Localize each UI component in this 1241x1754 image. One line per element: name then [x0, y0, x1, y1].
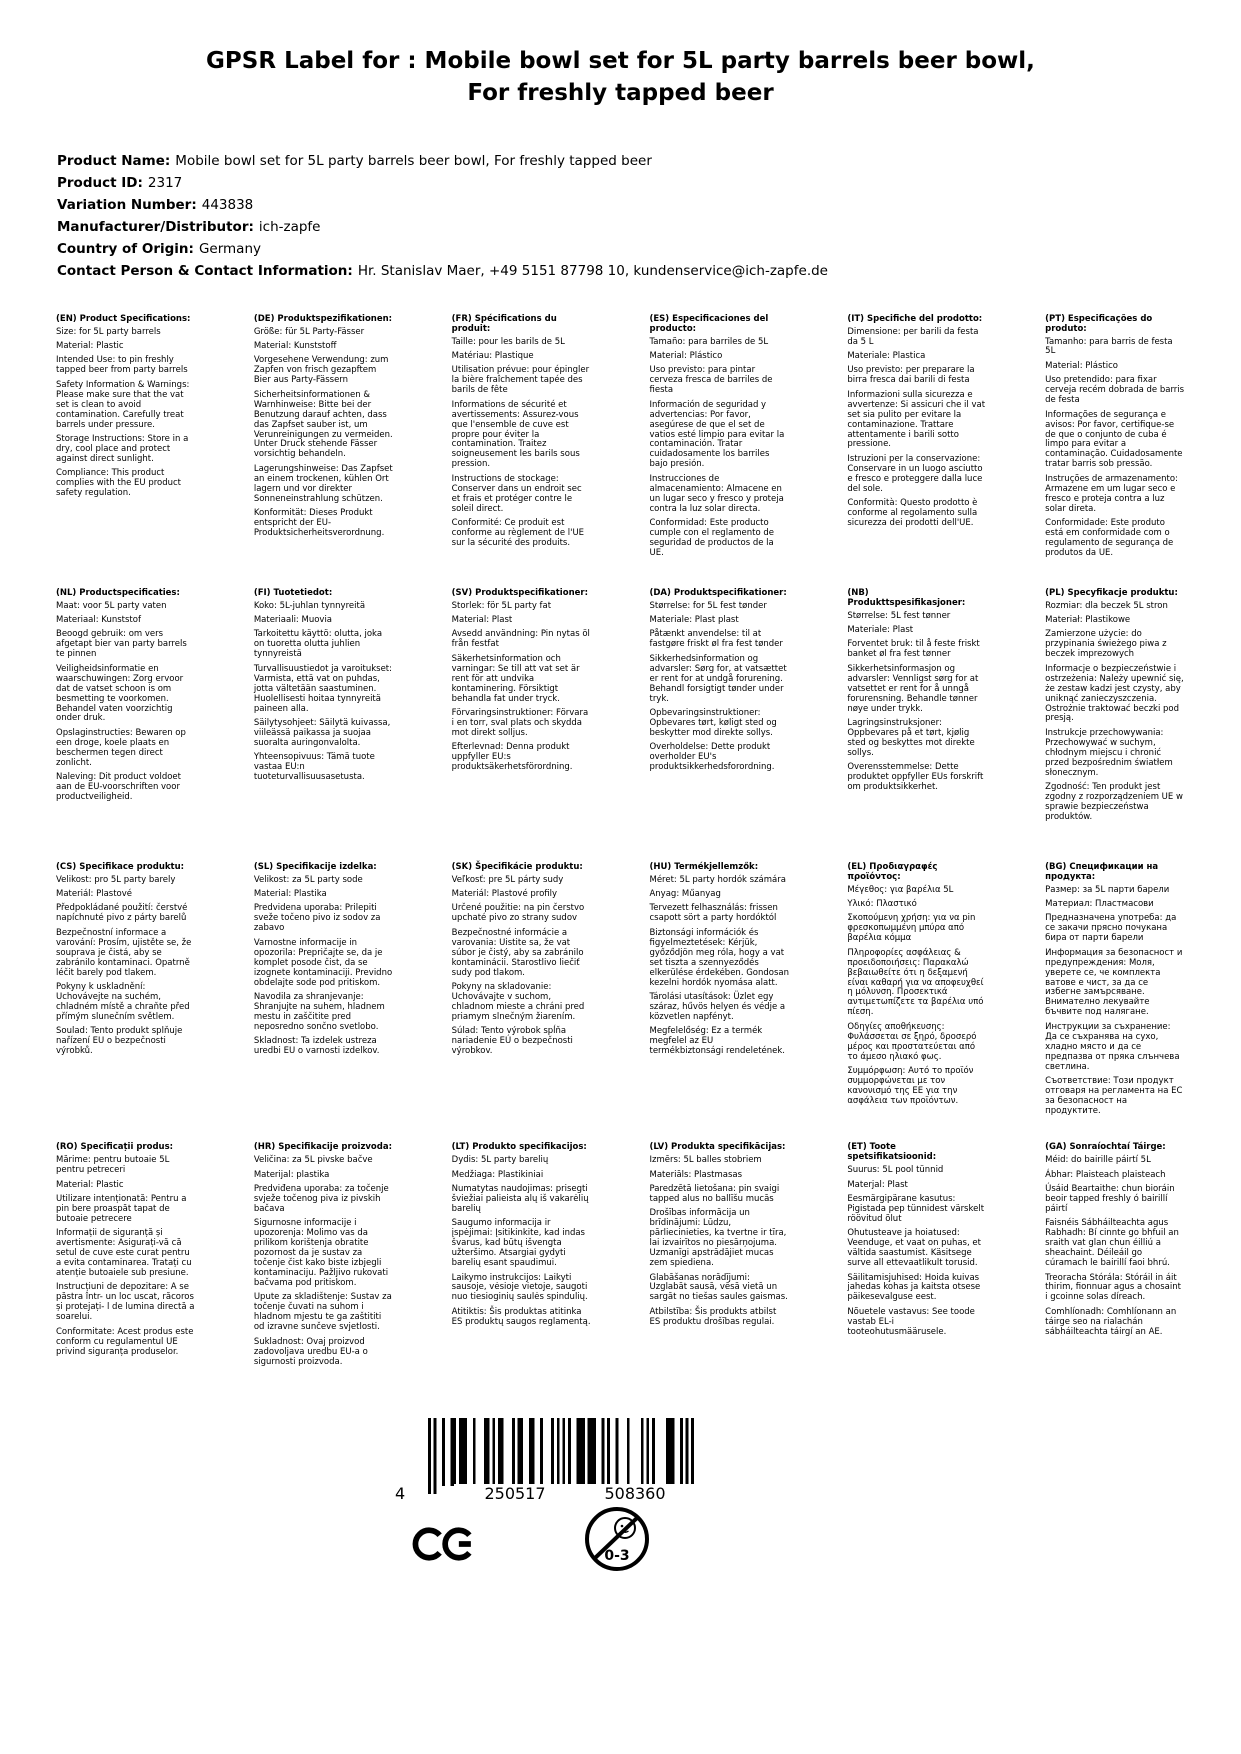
spec-paragraph: Navodila za shranjevanje: Shranjujte na suhem, hladnem mestu in zaščitite pred neposredno sončno svetlobo. — [253, 991, 385, 1032]
spec-paragraph: Materiaal: Kunststof — [56, 615, 141, 625]
spec-heading: (BG) Спецификации на продукта: — [1045, 861, 1159, 882]
spec-paragraph: Instrucțiuni de depozitare: A se păstra într- un loc uscat, răcoros și protejați- l de lumina directă a soarelui. — [56, 1282, 195, 1323]
info-line — [57, 261, 1157, 283]
barcode-digit-group: 508360 — [574, 1484, 696, 1503]
spec-heading: (PL) Specyfikacje produktu: — [1045, 587, 1178, 598]
spec-paragraph: Megfelelőség: Ez a termék megfelel az EU termékbiztonsági rendeletének. — [649, 1026, 786, 1057]
spec-block-it — [847, 315, 987, 534]
spec-paragraph: Uso previsto: per preparare la birra fresca dai barili di festa — [847, 365, 975, 386]
spec-block-es — [649, 315, 789, 564]
spec-paragraph: Instructions de stockage: Conserver dans un endroit sec et frais et protéger contre le soleil direct. — [451, 473, 582, 514]
spec-heading: (EN) Product Specifications: — [56, 313, 191, 324]
spec-paragraph: Conformidad: Este producto cumple con el reglamento de seguridad de productos de la UE. — [649, 518, 775, 558]
spec-heading: (LT) Produkto specifikacijos: — [451, 1142, 587, 1153]
info-line — [57, 173, 1157, 195]
spec-paragraph: Säkerhetsinformation och varningar: Se till att vat set är rent för att undvika kontaminering. Försiktigt behandla fat under tryck. — [451, 653, 580, 704]
specs-grid — [56, 315, 1185, 1396]
spec-paragraph: Size: for 5L party barrels — [56, 326, 161, 337]
spec-paragraph: Avsedd användning: Pin nytas öl från festfat — [451, 629, 590, 650]
spec-block-pl — [1045, 589, 1185, 828]
spec-paragraph: Tamaño: para barriles de 5L — [649, 336, 769, 347]
info-label: Contact Person & Contact Information: — [57, 262, 353, 279]
spec-paragraph: Storlek: för 5L party fat — [451, 600, 552, 611]
spec-paragraph: Materjal: Plast — [847, 1179, 908, 1190]
spec-heading: (SK) Špecifikácie produktu: — [451, 861, 583, 872]
spec-paragraph: Paredzētā lietošana: pin svaigi tapped alus no ballīšu mucās — [649, 1184, 780, 1204]
spec-paragraph: Størrelse: 5L fest tønner — [847, 610, 951, 621]
spec-paragraph: Nõuetele vastavus: See toode vastab EL-i tooteohutusmäärusele. — [847, 1306, 975, 1337]
barcode-digit-group: 250517 — [454, 1484, 576, 1503]
spec-block-pt — [1045, 315, 1185, 564]
spec-paragraph: Opbevaringsinstruktioner: Opbevares tørt, køligt sted og beskytter mod direkte sollys. — [649, 708, 777, 738]
spec-paragraph: Съответствие: Този продукт отговаря на регламента на ЕС за безопасност на продуктите. — [1045, 1075, 1183, 1116]
spec-block-et — [847, 1143, 987, 1342]
spec-paragraph: Intended Use: to pin freshly tapped beer from party barrels — [56, 355, 188, 376]
spec-block-cs — [56, 863, 196, 1062]
spec-block-hu — [649, 863, 789, 1062]
spec-paragraph: Storage Instructions: Store in a dry, cool place and protect against direct sunlight. — [56, 434, 189, 464]
info-value: Mobile bowl set for 5L party barrels beer bowl, For freshly tapped beer — [175, 153, 652, 170]
spec-block-lt — [452, 1143, 592, 1332]
spec-paragraph: Instrucciones de almacenamiento: Almacene en un lugar seco y fresco y proteja contra la luz solar directa. — [649, 473, 784, 514]
spec-paragraph: Ábhar: Plaisteach plaisteach — [1045, 1169, 1166, 1180]
spec-paragraph: Dydis: 5L party barelių — [451, 1155, 549, 1166]
spec-block-ro — [56, 1143, 196, 1362]
spec-paragraph: Varnostne informacije in opozorila: Prepričajte se, da je komplet posode čist, da se izognete kontaminaciji. Previdno obdelajte sode pod pritiskom. — [253, 937, 393, 988]
spec-paragraph: Materijal: plastika — [253, 1169, 330, 1180]
spec-paragraph: Koko: 5L-juhlan tynnyreitä — [253, 600, 366, 611]
spec-paragraph: Ohutusteave ja hoiatused: Veenduge, et vaat on puhas, et vältida saastumist. Käsitsege surve all ettevaatlikult torusid. — [847, 1228, 981, 1269]
info-label: Variation Number: — [57, 197, 197, 214]
spec-paragraph: Treoracha Stórála: Stóráil in áit thirim, fionnuar agus a chosaint i gcoinne solas díreach. — [1045, 1272, 1181, 1303]
info-line — [57, 195, 1157, 217]
spec-paragraph: Tárolási utasítások: Üzlet egy száraz, hűvös helyen és védje a közvetlen napfényt. — [649, 991, 786, 1022]
info-value: ich-zapfe — [258, 219, 321, 236]
spec-paragraph: Påtænkt anvendelse: til at fastgøre friskt øl fra fest tønder — [649, 629, 783, 650]
spec-heading: (DA) Produktspecifikationer: — [649, 587, 787, 598]
spec-paragraph: Bezpečnostné informácie a varovania: Uistite sa, že vat súbor je čistý, aby sa zabránilo kontaminácii. Starostlivo liečiť sudy pod tlakom. — [451, 927, 584, 978]
spec-block-sk — [452, 863, 592, 1062]
spec-block-fr — [452, 315, 592, 554]
spec-paragraph: Maat: voor 5L party vaten — [56, 600, 167, 611]
spec-paragraph: Uso pretendido: para fixar cerveja recém dobrada de barris de festa — [1045, 375, 1185, 406]
spec-paragraph: Informations de sécurité et avertissements: Assurez-vous que l'ensemble de cuve est propre pour éviter la contamination. Traitez soigneusement les barils sous pression. — [451, 399, 580, 470]
info-line — [57, 217, 1157, 239]
spec-paragraph: Vorgesehene Verwendung: zum Zapfen von frisch gezapftem Bier aus Party-Fässern — [253, 355, 389, 386]
spec-paragraph: Zamierzone użycie: do przypinania świeżego piwa z beczek imprezowych — [1045, 629, 1167, 660]
spec-paragraph: Μέγεθος: για βαρέλια 5L — [847, 884, 954, 895]
spec-paragraph: Veľkosť: pre 5L párty sudy — [451, 874, 564, 885]
spec-paragraph: Atbilstība: Šis produkts atbilst ES produktu drošības regulai. — [649, 1306, 777, 1327]
spec-paragraph: Veiligheidsinformatie en waarschuwingen: Zorg ervoor dat de vatset schoon is om besmetting te voorkomen. Behandel vaten voorzichtig onder druk. — [56, 663, 184, 724]
spec-paragraph: Efterlevnad: Denna produkt uppfyller EU:s produktsäkerhetsförordning. — [451, 742, 573, 773]
spec-paragraph: Информация за безопасност и предупреждения: Моля, уверете се, че комплекта ватове е чист, за да се избегне замърсяване. Внимателно лекувайте бъчвите под налягане. — [1045, 947, 1183, 1018]
info-value: 2317 — [147, 175, 183, 192]
spec-heading: (SV) Produktspecifikationer: — [451, 587, 588, 598]
spec-heading: (NB) Produkttspesifikasjoner: — [847, 587, 966, 608]
spec-paragraph: Conformité: Ce produit est conforme au règlement de l'UE sur la sécurité des produits. — [451, 518, 585, 548]
spec-paragraph: Upute za skladištenje: Sustav za točenje čuvati na suhom i hladnom mjestu te ga zaštititi od izravne sunčeve svjetlosti. — [253, 1292, 392, 1333]
spec-paragraph: Laikymo instrukcijos: Laikyti sausoje, vėsioje vietoje, saugoti nuo tiesioginių saulės spindulių. — [451, 1272, 588, 1303]
spec-paragraph: Rozmiar: dla beczek 5L stron — [1045, 600, 1168, 611]
spec-block-en — [56, 315, 196, 504]
spec-paragraph: Informazioni sulla sicurezza e avvertenze: Si assicuri che il vat set sia pulito per evitare la contaminazione. Trattare attentamente i barili sotto pressione. — [847, 389, 986, 450]
spec-heading: (GA) Sonraíochtaí Táirge: — [1045, 1142, 1166, 1153]
spec-paragraph: Tarkoitettu käyttö: olutta, joka on tuoretta olutta juhlien tynnyreistä — [253, 629, 383, 660]
spec-paragraph: Medžiaga: Plastikiniai — [451, 1169, 544, 1180]
spec-paragraph: Sicherheitsinformationen & Warnhinweise: Bitte bei der Benutzung darauf achten, dass das Zapfset sauber ist, um Verunreinigungen zu vermeiden. Unter Druck stehende Fässer vorsichtig behandeln. — [253, 389, 393, 460]
spec-paragraph: Drošības informācija un brīdinājumi: Lūdzu, pārliecinieties, ka tvertne ir tīra, lai izvairītos no piesārņojuma. Uzmanīgi apstrādājiet mucas zem spiediena. — [649, 1208, 787, 1269]
spec-block-hr — [254, 1143, 394, 1372]
spec-paragraph: Glabāšanas norādījumi: Uzglabāt sausā, vēsā vietā un sargāt no tiešas saules gaismas. — [649, 1272, 788, 1303]
spec-block-lv — [649, 1143, 789, 1332]
spec-paragraph: Úsáid Beartaithe: chun bioráin beoir tapped freshly ó bairillí páirtí — [1045, 1184, 1175, 1214]
page-title-line1: GPSR Label for : Mobile bowl set for 5L party barrels beer bowl, — [206, 48, 1035, 74]
spec-paragraph: Tervezett felhasználás: frissen csapott sört a party hordóktól — [649, 903, 778, 924]
spec-paragraph: Forventet bruk: til å feste friskt banket øl fra fest tønner — [847, 639, 980, 660]
product-info — [57, 151, 1241, 282]
spec-paragraph: Material: Plastic — [56, 341, 124, 351]
spec-paragraph: Υλικό: Πλαστικό — [847, 898, 917, 909]
spec-paragraph: Utilisation prévue: pour épingler la bière fraîchement tapée des barils de fête — [451, 365, 590, 396]
spec-paragraph: Material: Kunststoff — [253, 341, 337, 351]
spec-paragraph: Säilytysohjeet: Säilytä kuivassa, viileässä paikassa ja suojaa suoralta auringonvalolta. — [253, 717, 391, 748]
spec-paragraph: Informações de segurança e avisos: Por favor, certifique-se de que o conjunto de cuba é limpo para evitar a contaminação. Cuidadosamente tratar barris sob pressão. — [1045, 409, 1183, 470]
spec-paragraph: Comhlíonadh: Comhlíonann an táirge seo na rialachán sábháilteachta táirgí an AE. — [1045, 1306, 1177, 1337]
spec-paragraph: Material: Plast — [451, 615, 513, 625]
spec-paragraph: Overholdelse: Dette produkt overholder EU's produktsikkerhedsforordning. — [649, 742, 775, 773]
spec-paragraph: Materiál: Plastové profily — [451, 889, 558, 899]
barcode-digit-group: 4 — [392, 1484, 408, 1503]
spec-heading: (FR) Spécifications du produit: — [451, 313, 557, 334]
barcode-bars-icon — [428, 1418, 694, 1494]
spec-paragraph: Pokyny k uskladnění: Uchovávejte na suchém, chladném místě a chraňte před přímým slunečním světlem. — [56, 982, 190, 1022]
spec-paragraph: Naleving: Dit product voldoet aan de EU-voorschriften voor productveiligheid. — [56, 772, 181, 802]
info-line — [57, 239, 1157, 261]
spec-paragraph: Material: Plástico — [1045, 360, 1118, 371]
spec-paragraph: Pokyny na skladovanie: Uchovávajte v suchom, chladnom mieste a chráni pred priamym slnečným žiarením. — [451, 982, 585, 1022]
spec-paragraph: Förvaringsinstruktioner: Förvara i en torr, sval plats och skydda mot direkt solljus. — [451, 708, 589, 738]
spec-paragraph: Skladnost: Ta izdelek ustreza uredbi EU o varnosti izdelkov. — [253, 1036, 380, 1057]
spec-paragraph: Overensstemmelse: Dette produktet oppfyller EUs forskrift om produktsikkerhet. — [847, 762, 984, 793]
spec-paragraph: Οδηγίες αποθήκευσης: Φυλάσσεται σε ξηρό, δροσερό μέρος και προστατεύεται από το άμεσο ηλιακό φως. — [847, 1021, 977, 1062]
spec-block-de — [254, 315, 394, 544]
spec-paragraph: Lagerungshinweise: Das Zapfset an einem trockenen, kühlen Ort lagern und vor direkter Sonneneinstrahlung schützen. — [253, 463, 393, 504]
page-title — [0, 0, 1241, 109]
spec-paragraph: Předpokládané použití: čerstvé napíchnuté pivo z párty barelů — [56, 903, 188, 924]
spec-paragraph: Konformität: Dieses Produkt entspricht der EU-Produktsicherheitsverordnung. — [253, 508, 385, 538]
ean-barcode — [392, 1418, 712, 1518]
spec-paragraph: Conformidade: Este produto está em conformidade com o regulamento de segurança de produtos da UE. — [1045, 518, 1174, 558]
spec-paragraph: Určené použitie: na pin čerstvo upchaté pivo zo strany sudov — [451, 903, 585, 924]
spec-paragraph: Compliance: This product complies with the EU product safety regulation. — [56, 468, 182, 499]
spec-paragraph: Säilitamisjuhised: Hoida kuivas jahedas kohas ja kaitsta otsese päikesevalguse eest. — [847, 1272, 981, 1303]
spec-paragraph: Predvidena uporaba: Prilepiti sveže točeno pivo iz sodov za zabavo — [253, 903, 381, 934]
spec-paragraph: Materiale: Plast — [847, 624, 914, 635]
spec-heading: (ET) Toote spetsifikatsioonid: — [847, 1142, 937, 1163]
info-label: Country of Origin: — [57, 240, 194, 257]
spec-paragraph: Beoogd gebruik: om vers afgetapt bier van party barrels te pinnen — [56, 629, 187, 660]
info-line — [57, 151, 1157, 173]
spec-block-nb — [847, 589, 987, 798]
spec-paragraph: Informacje o bezpieczeństwie i ostrzeżenia: Należy upewnić się, że zestaw kadzi jest czysty, aby uniknąć zanieczyszczenia. Ostrożnie traktować beczki pod presją. — [1045, 663, 1184, 724]
spec-heading: (ES) Especificaciones del producto: — [649, 313, 769, 334]
spec-paragraph: Sikkerhedsinformation og advarsler: Sørg for, at vatsættet er rent for at undgå forurening. Behandl forsigtigt tønder under tryk. — [649, 653, 787, 704]
spec-paragraph: Suurus: 5L pool tünnid — [847, 1165, 944, 1176]
spec-paragraph: Biztonsági információk és figyelmeztetések: Kérjük, győződjön meg róla, hogy a vat set tiszta a szennyeződés elkerülése érdekében. Gondosan kezelni hordók nyomása alatt. — [649, 927, 790, 988]
spec-paragraph: Méid: do bairille páirtí 5L — [1045, 1155, 1151, 1166]
info-value: Germany — [198, 240, 261, 257]
spec-paragraph: Opslaginstructies: Bewaren op een droge, koele plaats en beschermen tegen direct zonlicht. — [56, 727, 186, 768]
spec-paragraph: Atitiktis: Šis produktas atitinka ES produktų saugos reglamentą. — [451, 1306, 591, 1327]
spec-paragraph: Συμμόρφωση: Αυτό το προϊόν συμμορφώνεται με τον κανονισμό της ΕΕ για την ασφάλεια των προϊόντων. — [847, 1066, 974, 1106]
spec-paragraph: Eesmärgipärane kasutus: Pigistada pep tünnidest värskelt röövitud õlut — [847, 1193, 985, 1224]
spec-heading: (HU) Termékjellemzők: — [649, 861, 759, 872]
spec-paragraph: Soulad: Tento produkt splňuje nařízení EU o bezpečnosti výrobků. — [56, 1026, 183, 1057]
spec-paragraph: Velikost: za 5L party sode — [253, 874, 363, 885]
spec-paragraph: Safety Information & Warnings: Please make sure that the vat set is clean to avoid contamination. Carefully treat barrels under pressure. — [56, 379, 190, 430]
spec-paragraph: Utilizare intenționată: Pentru a pin bere proaspăt tapat de butoaie petrecere — [56, 1193, 187, 1224]
spec-paragraph: Materiał: Plastikowe — [1045, 615, 1131, 625]
spec-block-bg — [1045, 863, 1185, 1122]
spec-block-sl — [254, 863, 394, 1062]
spec-heading: (EL) Προδιαγραφές προϊόντος: — [847, 861, 938, 882]
spec-paragraph: Материал: Пластмасови — [1045, 898, 1154, 909]
spec-paragraph: Conformità: Questo prodotto è conforme al regolamento sulla sicurezza dei prodotti dell'UE. — [847, 498, 978, 528]
spec-paragraph: Materiaali: Muovia — [253, 615, 333, 625]
spec-paragraph: Taille: pour les barils de 5L — [451, 336, 565, 347]
info-label: Product ID: — [57, 175, 143, 192]
spec-block-da — [649, 589, 789, 778]
spec-paragraph: Σκοπούμενη χρήση: για να pin φρεσκοπωμμένη μπύρα από βαρέλια κόμμα — [847, 913, 976, 944]
spec-paragraph: Veličina: za 5L pivske bačve — [253, 1155, 373, 1166]
spec-paragraph: Matériau: Plastique — [451, 350, 534, 361]
spec-heading: (CS) Specifikace produktu: — [56, 861, 185, 872]
spec-paragraph: Størrelse: for 5L fest tønder — [649, 600, 767, 611]
spec-paragraph: Dimensione: per barili da festa da 5 L — [847, 326, 979, 347]
info-label: Product Name: — [57, 153, 171, 170]
spec-block-sv — [452, 589, 592, 778]
spec-block-el — [847, 863, 987, 1112]
spec-paragraph: Súlad: Tento výrobok spĺňa nariadenie EÚ o bezpečnosti výrobkov. — [451, 1026, 573, 1057]
age-warning-0-3-icon — [582, 1504, 652, 1574]
info-label: Manufacturer/Distributor: — [57, 219, 254, 236]
spec-paragraph: Información de seguridad y advertencias: Por favor, asegúrese de que el set de vatios esté limpio para evitar la contaminación. Tratar cuidadosamente los barriles bajo presión. — [649, 399, 785, 470]
spec-paragraph: Materiale: Plast plast — [649, 615, 739, 625]
spec-block-fi — [254, 589, 394, 788]
spec-paragraph: Zgodność: Ten produkt jest zgodny z rozporządzeniem UE w sprawie bezpieczeństwa produktów. — [1045, 782, 1183, 822]
spec-paragraph: Anyag: Műanyag — [649, 889, 721, 899]
spec-paragraph: Turvallisuustiedot ja varoitukset: Varmista, että vat on puhdas, jotta vältetään saastuminen. Huolellisesti hoitaa tynnyreitä paineen alla. — [253, 663, 392, 714]
spec-heading: (DE) Produktspezifikationen: — [253, 313, 393, 324]
spec-paragraph: Предназначена употреба: да се закачи прясно почукана бира от парти барели — [1045, 913, 1177, 944]
spec-paragraph: Tamanho: para barris de festa 5L — [1045, 336, 1173, 357]
spec-paragraph: Πληροφορίες ασφάλειας & προειδοποιήσεις: Παρακαλώ βεβαιωθείτε ότι η δεξαμενή είναι καθαρή για να αποφευχθεί η μόλυνση. Προσεκτικά αντιμετωπίζετε τα βαρέλια υπό πίεση. — [847, 947, 984, 1018]
spec-block-ga — [1045, 1143, 1185, 1342]
spec-paragraph: Material: Plastika — [253, 889, 327, 899]
page-title-line2: For freshly tapped beer — [467, 79, 774, 106]
spec-paragraph: Velikost: pro 5L party barely — [56, 874, 176, 885]
spec-paragraph: Uso previsto: para pintar cerveza fresca de barriles de fiesta — [649, 365, 773, 396]
spec-paragraph: Materiāls: Plastmasas — [649, 1169, 743, 1180]
spec-paragraph: Lagringsinstruksjoner: Oppbevares på et tørt, kjølig sted og beskyttes mot direkte sollys. — [847, 717, 975, 758]
spec-paragraph: Predviđena uporaba: za točenje svježe točenog piva iz pivskih bačava — [253, 1184, 389, 1214]
spec-paragraph: Größe: für 5L Party-Fässer — [253, 326, 365, 337]
spec-paragraph: Инструкции за съхранение: Да се съхранява на сухо, хладно място и да се предпазва от пряка слънчева светлина. — [1045, 1021, 1180, 1072]
info-value: 443838 — [201, 197, 254, 214]
spec-heading: (SL) Specifikacije izdelka: — [253, 861, 377, 872]
spec-paragraph: Faisnéis Sábháilteachta agus Rabhadh: Bí cinnte go bhfuil an sraith vat glan chun éilliú a sheachaint. Déileáil go cúramach le bairillí faoi bhrú. — [1045, 1218, 1179, 1269]
spec-paragraph: Instrukcje przechowywania: Przechowywać w suchym, chłodnym miejscu i chronić przed bezpośrednim światłem słonecznym. — [1045, 727, 1173, 778]
spec-heading: (FI) Tuotetiedot: — [253, 587, 333, 598]
spec-paragraph: Mărime: pentru butoaie 5L pentru petreceri — [56, 1155, 170, 1176]
spec-heading: (IT) Specifiche del prodotto: — [847, 313, 983, 324]
spec-paragraph: Material: Plástico — [649, 350, 723, 361]
spec-paragraph: Saugumo informacija ir įspėjimai: Įsitikinkite, kad indas švarus, kad būtų išvengta užteršimo. Atsargiai gydyti barelių esant spaudimui. — [451, 1218, 585, 1269]
spec-heading: (PT) Especificações do produto: — [1045, 313, 1153, 334]
spec-heading: (LV) Produkta specifikācijas: — [649, 1142, 786, 1153]
age-warning-text: 0-3 — [604, 1548, 630, 1564]
spec-paragraph: Размер: за 5L парти барели — [1045, 884, 1170, 895]
spec-paragraph: Material: Plastic — [56, 1179, 124, 1190]
spec-paragraph: Bezpečnostní informace a varování: Prosím, ujistěte se, že souprava je čistá, aby se zabránilo kontaminaci. Opatrně léčit barely pod tlakem. — [56, 927, 192, 978]
spec-paragraph: Izmērs: 5L balles stobriem — [649, 1155, 762, 1166]
spec-paragraph: Materiale: Plastica — [847, 350, 926, 361]
info-value: Hr. Stanislav Maer, +49 5151 87798 10, kundenservice@ich-zapfe.de — [357, 262, 828, 279]
spec-paragraph: Yhteensopivuus: Tämä tuote vastaa EU:n tuoteturvallisuusasetusta. — [253, 752, 375, 783]
spec-paragraph: Conformitate: Acest produs este conform cu regulamentul UE privind siguranța produselor. — [56, 1326, 194, 1357]
ce-mark-icon — [412, 1516, 476, 1572]
spec-paragraph: Materiál: Plastové — [56, 889, 133, 899]
spec-block-nl — [56, 589, 196, 808]
spec-heading: (RO) Specificații produs: — [56, 1142, 174, 1153]
spec-paragraph: Méret: 5L party hordók számára — [649, 874, 786, 885]
spec-paragraph: Istruzioni per la conservazione: Conservare in un luogo asciutto e fresco e proteggere dalla luce del sole. — [847, 453, 983, 494]
spec-paragraph: Sukladnost: Ovaj proizvod zadovoljava uredbu EU-a o sigurnosti proizvoda. — [253, 1336, 368, 1367]
spec-paragraph: Sikkerhetsinformasjon og advarsler: Vennligst sørg for at vatsettet er rent for å unngå forurensning. Behandle tønner nøye under trykk. — [847, 663, 979, 714]
spec-paragraph: Informații de siguranță și avertismente: Asigurați-vă că setul de cuve este curat pentru a evita contaminarea. Tratați cu atenție butoaiele sub presiune. — [56, 1228, 192, 1278]
spec-paragraph: Instruções de armazenamento: Armazene em um lugar seco e fresco e proteja contra a luz solar direta. — [1045, 473, 1178, 514]
spec-heading: (HR) Specifikacije proizvoda: — [253, 1142, 392, 1153]
spec-paragraph: Numatytas naudojimas: prisegti šviežiai palieista alų iš vakarėlių barelių — [451, 1184, 589, 1214]
spec-heading: (NL) Productspecificaties: — [56, 587, 180, 598]
spec-paragraph: Sigurnosne informacije i upozorenja: Molimo vas da prilikom korištenja obratite pozornost da je sustav za točenje čist kako biste izbjegli kontaminaciju. Pažljivo rukovati bačvama pod pritiskom. — [253, 1218, 389, 1288]
